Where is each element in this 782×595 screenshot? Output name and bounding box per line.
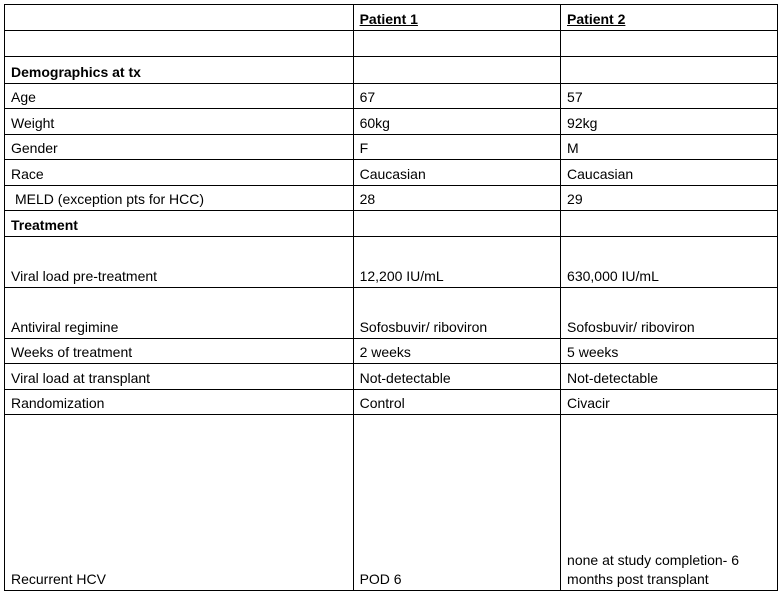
row-value-patient-2: Civacir: [561, 390, 778, 415]
row-value-patient-1: 60kg: [353, 109, 560, 135]
row-value-patient-1: Sofosbuvir/ riboviron: [353, 288, 560, 339]
row-value-patient-2: 5 weeks: [561, 339, 778, 364]
row-label: Viral load at transplant: [5, 364, 354, 390]
table-row-viral-load-transplant: [5, 364, 778, 390]
row-value-patient-2: 630,000 IU/mL: [561, 237, 778, 288]
header-cell-label: [5, 5, 354, 31]
row-value-patient-2: Caucasian: [561, 160, 778, 186]
table-row-blank: [5, 31, 778, 57]
table-row-weeks-of-treatment: [5, 339, 778, 364]
row-value-patient-2: Not-detectable: [561, 364, 778, 390]
row-label: Weeks of treatment: [5, 339, 354, 364]
row-value-patient-2: 92kg: [561, 109, 778, 135]
row-label: Age: [5, 84, 354, 109]
table-row-treatment-section: [5, 211, 778, 237]
table-row-weight: [5, 109, 778, 135]
section-heading-treatment: Treatment: [5, 211, 354, 237]
header-cell-patient-1: Patient 1: [353, 5, 560, 31]
row-label: Race: [5, 160, 354, 186]
row-label: Weight: [5, 109, 354, 135]
row-value-patient-1: [353, 31, 560, 57]
row-label: Randomization: [5, 390, 354, 415]
row-value-patient-1: POD 6: [353, 415, 560, 591]
row-value-patient-1: Control: [353, 390, 560, 415]
header-row: [5, 5, 778, 31]
table-row-meld: [5, 186, 778, 211]
row-value-patient-2: none at study completion- 6 months post transplant: [561, 415, 778, 591]
row-value-patient-1: Caucasian: [353, 160, 560, 186]
row-label: Viral load pre-treatment: [5, 237, 354, 288]
table-row-race: [5, 160, 778, 186]
row-value-patient-1: 12,200 IU/mL: [353, 237, 560, 288]
row-value-patient-2: 57: [561, 84, 778, 109]
row-value-patient-1: F: [353, 135, 560, 160]
table-row-gender: [5, 135, 778, 160]
table-row-recurrent-hcv: [5, 415, 778, 591]
row-value-patient-1: [353, 57, 560, 84]
table-row-randomization: [5, 390, 778, 415]
row-value-patient-1: Not-detectable: [353, 364, 560, 390]
row-label: Gender: [5, 135, 354, 160]
table-row-age: [5, 84, 778, 109]
row-value-patient-2: Sofosbuvir/ riboviron: [561, 288, 778, 339]
row-value-patient-1: 67: [353, 84, 560, 109]
row-label: Antiviral regimine: [5, 288, 354, 339]
table-row-demographics-section: [5, 57, 778, 84]
table-row-viral-load-pre: [5, 237, 778, 288]
row-value-patient-2: [561, 57, 778, 84]
row-value-patient-2: 29: [561, 186, 778, 211]
section-heading-demographics: Demographics at tx: [5, 57, 354, 84]
row-value-patient-2: [561, 31, 778, 57]
row-value-patient-2: M: [561, 135, 778, 160]
table-row-antiviral-regimen: [5, 288, 778, 339]
row-value-patient-1: [353, 211, 560, 237]
row-value-patient-1: 28: [353, 186, 560, 211]
row-label: Recurrent HCV: [5, 415, 354, 591]
row-label: MELD (exception pts for HCC): [5, 186, 354, 211]
row-value-patient-1: 2 weeks: [353, 339, 560, 364]
row-value-patient-2: [561, 211, 778, 237]
patient-comparison-table: [4, 4, 778, 591]
header-cell-patient-2: Patient 2: [561, 5, 778, 31]
row-label: [5, 31, 354, 57]
